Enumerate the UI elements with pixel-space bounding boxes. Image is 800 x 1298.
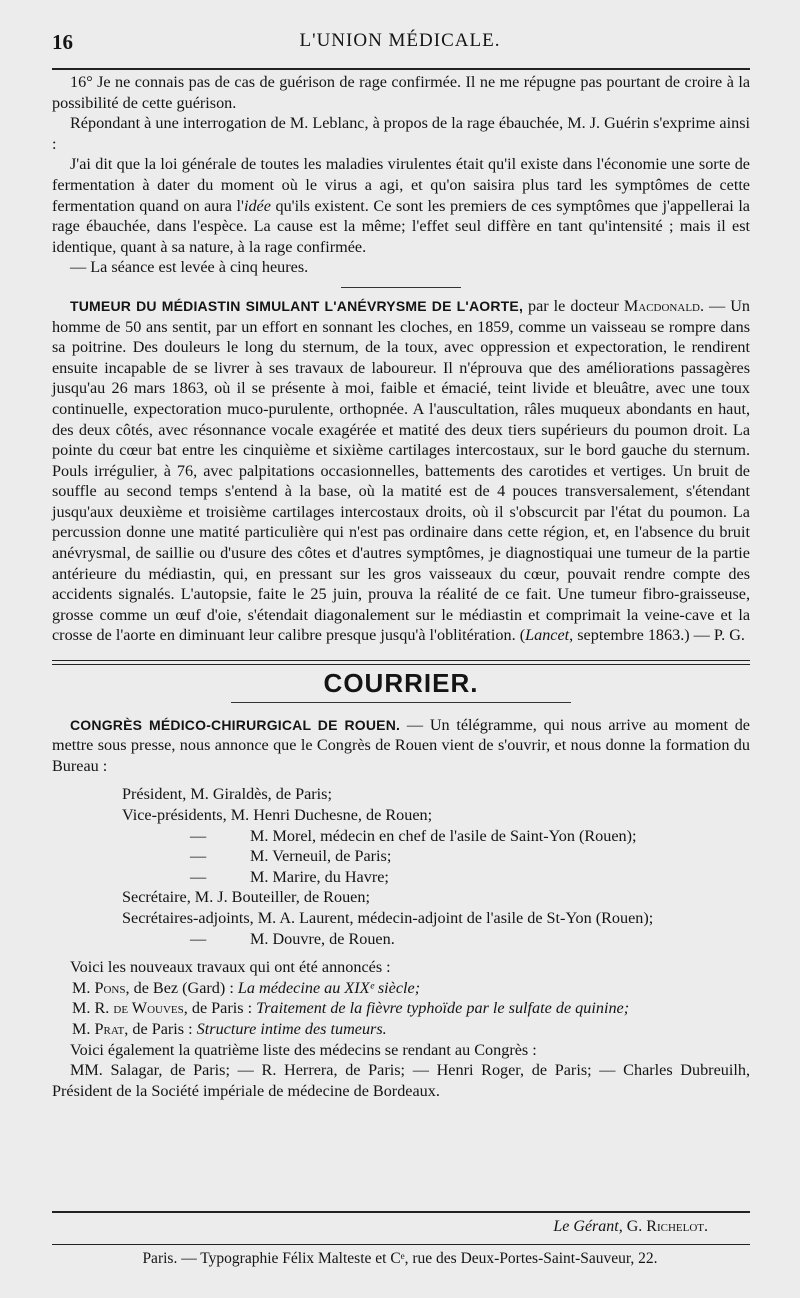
bureau-row-text: M. Morel, médecin en chef de l'asile de Saint-Yon (Rouen); (250, 826, 637, 845)
travail-item (52, 978, 750, 999)
travail-author: M. R. de Wouves (72, 999, 184, 1018)
bureau-row: Secrétaires-adjoints, M. A. Laurent, médecin-adjoint de l'asile de St-Yon (Rouen); (122, 908, 654, 927)
travail-title: Traitement de la fièvre typhoïde par le sulfate de quinine; (256, 999, 630, 1018)
quote-text-a: J'ai dit que la loi générale de toutes les maladies virulentes était qu'il existe dans l'économie une sorte de fermentation à dater du moment où le virus a agi, et qu'on saisira plus tard les symptômes de cette fermentation quand on aura l' (52, 155, 750, 215)
travail-place: , de Bez (Gard) : (125, 978, 238, 997)
footer-rule-2 (52, 1244, 750, 1245)
bureau-row: Secrétaire, M. J. Bouteiller, de Rouen; (122, 888, 370, 907)
bureau-row-text: M. Marire, du Havre; (250, 867, 389, 886)
bureau-row (52, 929, 750, 950)
article-heading: TUMEUR DU MÉDIASTIN SIMULANT L'ANÉVRYSME DE L'AORTE, (70, 297, 524, 314)
bureau-row-text: M. Douvre, de Rouen. (250, 929, 395, 948)
bureau-row: Président, M. Giraldès, de Paris; (122, 785, 332, 804)
paragraph-guerin-quote (52, 154, 750, 257)
article-author: Macdonald. (623, 296, 705, 315)
bureau-row (52, 846, 750, 867)
paragraph-rage-16: 16° Je ne connais pas de cas de guérison de rage confirmée. Il ne me répugne pas pourtant de croire à la possibilité de cette guérison. (52, 73, 750, 112)
travail-place: , de Paris : (183, 999, 257, 1018)
travail-place: , de Paris : (124, 1019, 197, 1038)
quote-text-b: qu'ils existent. Ce sont les premiers de ces symptômes que j'appellerai la rage ébauchée, dans l'espèce. La cause est la même; l'effet seul diffère en tant qu'intensité ; mais il est identique, quant à sa nature, à la rage confirmée. (52, 196, 750, 256)
article-body-b: , septembre 1863.) — P. G. (569, 626, 745, 645)
travail-author: M. Pons (72, 978, 126, 997)
courrier-title: COURRIER. (323, 668, 479, 699)
travail-title: Structure intime des tumeurs. (196, 1019, 387, 1038)
paragraph-guerin-intro: Répondant à une interrogation de M. Leblanc, à propos de la rage ébauchée, M. J. Guérin s'exprime ainsi : (52, 114, 750, 153)
main-text (52, 72, 750, 1101)
gerant-signature (553, 1218, 708, 1236)
article-tumeur (52, 296, 750, 646)
quote-italic: idée (243, 196, 271, 215)
congres-paragraph (52, 715, 750, 777)
congres-intro: — Un télégramme, qui nous arrive au moment de mettre sous presse, nous annonce que le Congrès de Rouen vient de s'ouvrir, et nous donne la formation du Bureau : (52, 715, 750, 775)
bureau-row (52, 867, 750, 888)
gerant-name: G. Richelot. (622, 1218, 708, 1235)
travail-item (52, 998, 750, 1019)
gerant-label: Le Gérant, (553, 1218, 623, 1235)
ditto-dash: — (190, 847, 207, 866)
congres-heading: CONGRÈS MÉDICO-CHIRURGICAL DE ROUEN. (70, 716, 401, 733)
bureau-list (52, 784, 750, 949)
page-header (52, 30, 748, 62)
printer-imprint: Paris. — Typographie Félix Malteste et Cᵉ, rue des Deux-Portes-Saint-Sauveur, 22. (142, 1250, 658, 1267)
liste-intro: Voici également la quatrième liste des médecins se rendant au Congrès : (70, 1040, 537, 1059)
travail-author: M. Prat (72, 1019, 125, 1038)
header-rule (52, 68, 750, 70)
travail-title: La médecine au XIXᵉ siècle; (237, 978, 421, 997)
article-body-a: — Un homme de 50 ans sentit, par un effort en sonnant les cloches, en 1859, comme un vaisseau se rompre dans sa poitrine. Des douleurs le long du sternum, de la toux, avec oppression et expectoration, le rendirent ensuite incapable de se livrer à ses travaux de laboureur. Il n'éprouva que des améliorations passagères jusqu'au 26 mars 1863, où il se présente à moi, faible et émacié, teint livide et bleuâtre, avec une toux continuelle, expectoration muco-purulente, orthopnée. A l'auscultation, râles muqueux abondants en haut, des deux côtés, avec résonnance vocale exagérée et matité des deux tiers supérieurs du poumon droit. La pointe du cœur bat entre les cinquième et sixième cartilages intercostaux, sur le bord gauche du sternum. Pouls irrégulier, à 76, avec palpitations occasionnelles, battements des carotides et vertiges. Un bruit de souffle au second temps s'entend à la base, où la matité est de 4 pouces transversalement, s'étendant jusqu'aux deuxième et troisième cartilages intercostaux droits, où il s'obscurcit par l'état du poumon. La percussion donne une matité particulière qui n'est pas ordinaire dans cette région, et, en l'absence du bruit anévrysmal, de saillie ou d'usure des côtes et d'autres symptômes, je diagnostiquai une tumeur de la partie antérieure du médiastin, qui, en pressant sur les gros vaisseaux du cœur, pouvait rendre compte des accidents signalés. L'autopsie, faite le 25 juin, prouva la réalité de ce fait. Une tumeur fibro-graisseuse, grosse comme un œuf d'oie, s'étendait diagonalement sur le médiastin et comprimait la veine-cave et la crosse de l'aorte en diminuant leur calibre presque jusqu'à l'oblitération. ( (52, 296, 750, 645)
page-number: 16 (52, 30, 73, 54)
bureau-row-text: M. Verneuil, de Paris; (250, 847, 392, 866)
running-title: L'UNION MÉDICALE. (299, 30, 501, 51)
ditto-dash: — (190, 867, 207, 886)
liste-medecins: MM. Salagar, de Paris; — R. Herrera, de Paris; — Henri Roger, de Paris; — Charles Dubreuilh, Président de la Société impériale de médecine de Bordeaux. (52, 1061, 750, 1100)
courrier-rule (231, 702, 571, 703)
bureau-row: Vice-présidents, M. Henri Duchesne, de Rouen; (122, 806, 433, 824)
bureau-row (52, 826, 750, 847)
section-separator (341, 287, 461, 288)
travail-item (52, 1019, 750, 1040)
double-rule (52, 660, 750, 665)
paragraph-seance-close: — La séance est levée à cinq heures. (70, 258, 309, 277)
article-source: Lancet (525, 626, 570, 645)
ditto-dash: — (190, 826, 207, 845)
ditto-dash: — (190, 929, 207, 948)
footer-rule (52, 1211, 750, 1213)
author-prefix: par le docteur (523, 296, 624, 315)
travaux-intro: Voici les nouveaux travaux qui ont été annoncés : (70, 958, 391, 977)
